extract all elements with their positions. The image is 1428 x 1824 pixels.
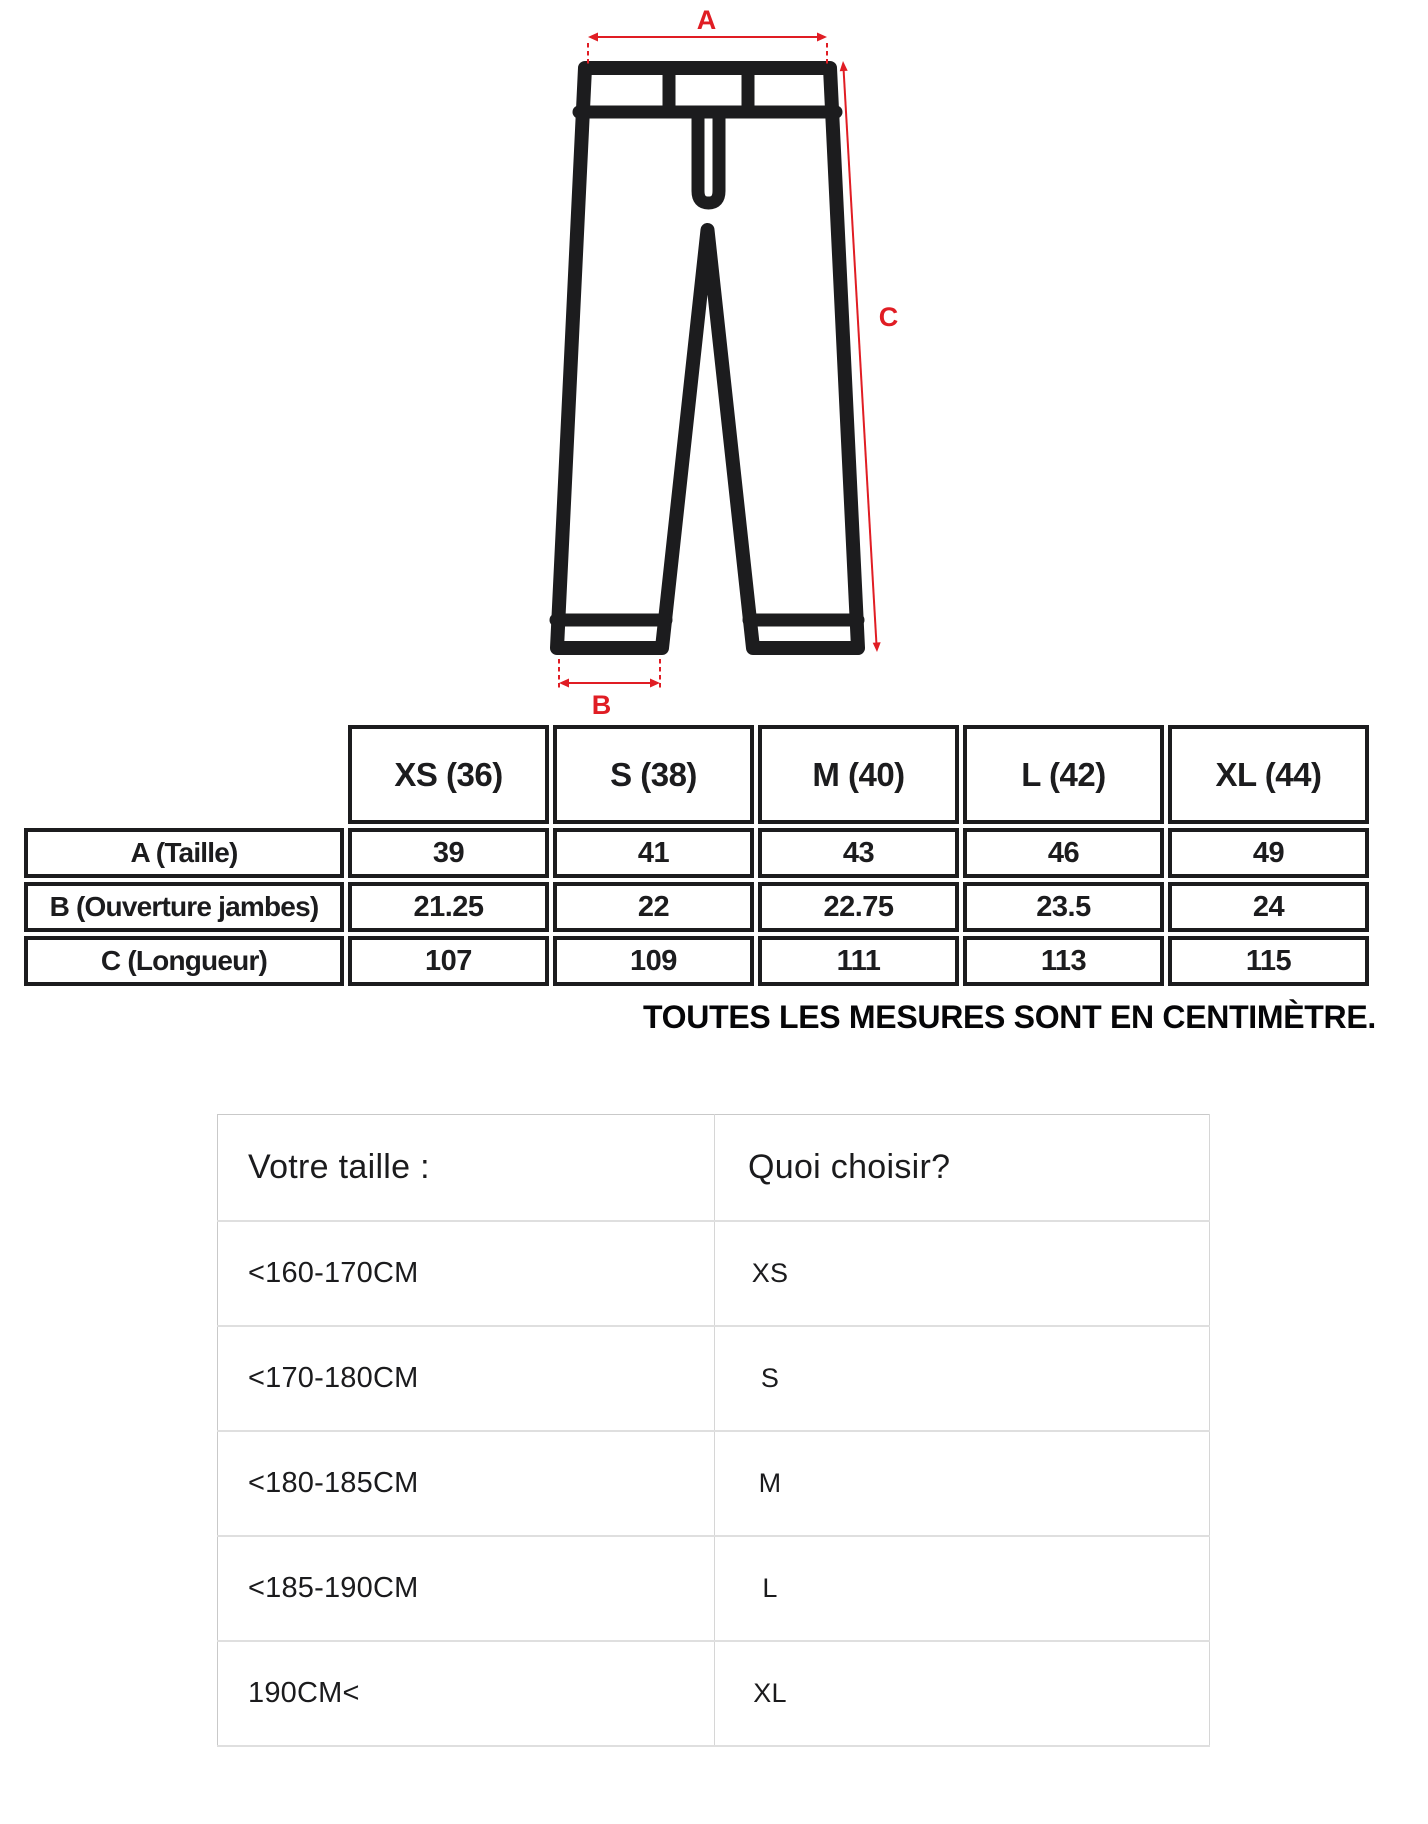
size-cell: 39 [348, 828, 549, 878]
size-col-header-xs: XS (36) [348, 725, 549, 824]
size-table-header-row [24, 725, 1369, 824]
height-range: <180-185CM [218, 1431, 715, 1536]
recommended-size: M [758, 1467, 782, 1498]
size-row-header-a: A (Taille) [24, 828, 344, 878]
pants-measurement-diagram [0, 0, 1428, 720]
size-col-header-xl: XL (44) [1168, 725, 1369, 824]
size-cell: 41 [553, 828, 754, 878]
size-cell: 111 [758, 936, 959, 986]
size-cell: 22 [553, 882, 754, 932]
recommended-size: L [762, 1572, 778, 1603]
height-range: <160-170CM [218, 1221, 715, 1326]
size-cell: 23.5 [963, 882, 1164, 932]
size-table-row-a [24, 828, 1369, 878]
fit-table-row [218, 1536, 1210, 1641]
fit-table-row [218, 1221, 1210, 1326]
size-row-header-c: C (Longueur) [24, 936, 344, 986]
dimension-a-lines [588, 33, 827, 65]
recommended-size: XS [751, 1257, 789, 1288]
fit-col-header-height: Votre taille : [218, 1115, 715, 1221]
size-table-row-c [24, 936, 1369, 986]
fit-table-row [218, 1326, 1210, 1431]
size-table-row-b [24, 882, 1369, 932]
fit-table-header-row [218, 1115, 1210, 1221]
pants-outline-icon [556, 68, 858, 648]
fit-table-row [218, 1431, 1210, 1536]
units-note: TOUTES LES MESURES SONT EN CENTIMÈTRE. [643, 999, 1376, 1035]
dimension-b-lines [559, 659, 660, 689]
size-cell: 43 [758, 828, 959, 878]
fit-table-row [218, 1641, 1210, 1746]
size-cell: 21.25 [348, 882, 549, 932]
fit-table [217, 1114, 1210, 1747]
size-cell: 24 [1168, 882, 1369, 932]
size-cell: 107 [348, 936, 549, 986]
size-cell: 115 [1168, 936, 1369, 986]
height-range: 190CM< [218, 1641, 715, 1746]
recommended-size: XL [753, 1677, 787, 1708]
size-cell: 109 [553, 936, 754, 986]
size-cell: 22.75 [758, 882, 959, 932]
height-range: <170-180CM [218, 1326, 715, 1431]
size-table-corner-spacer [24, 725, 344, 824]
size-col-header-l: L (42) [963, 725, 1164, 824]
size-cell: 113 [963, 936, 1164, 986]
dimension-b-label: B [591, 690, 613, 720]
dimension-a-label: A [696, 5, 718, 35]
size-col-header-s: S (38) [553, 725, 754, 824]
size-cell: 46 [963, 828, 1164, 878]
dimension-c-label: C [878, 302, 900, 332]
size-table [20, 721, 1373, 990]
fit-col-header-choice: Quoi choisir? [715, 1115, 1210, 1221]
recommended-size: S [760, 1362, 780, 1393]
size-row-header-b: B (Ouverture jambes) [24, 882, 344, 932]
height-range: <185-190CM [218, 1536, 715, 1641]
size-cell: 49 [1168, 828, 1369, 878]
size-col-header-m: M (40) [758, 725, 959, 824]
